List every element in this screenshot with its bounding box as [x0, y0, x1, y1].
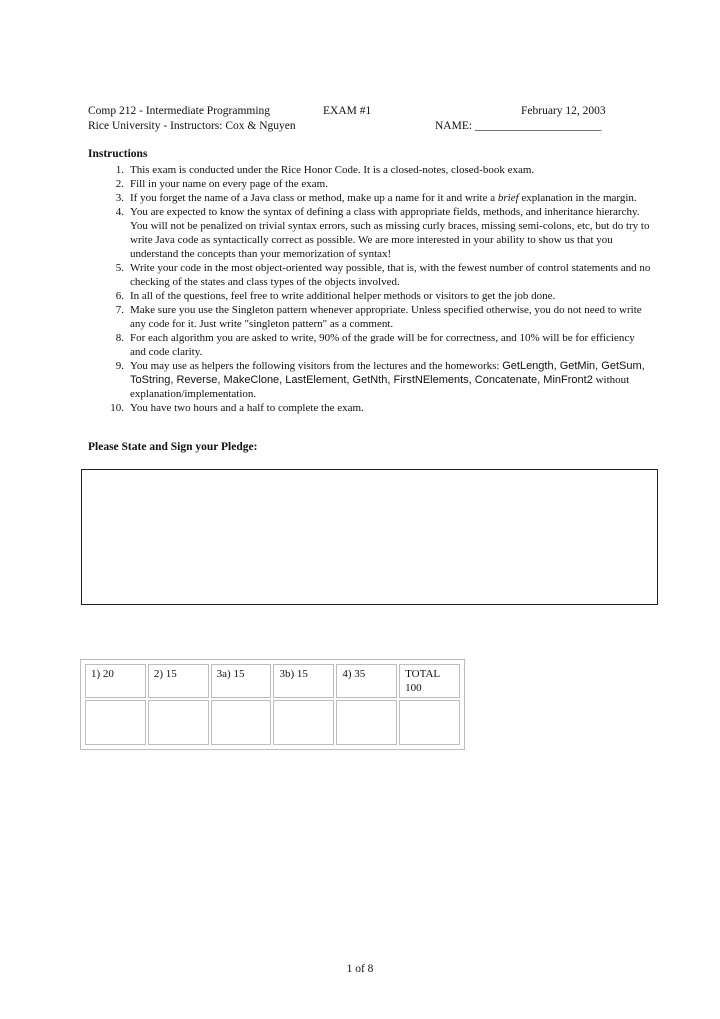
name-field[interactable]: NAME: ______________________ — [435, 120, 602, 132]
instructions-list — [88, 163, 652, 415]
score-header: 4) 35 — [336, 664, 397, 698]
score-cell[interactable] — [148, 700, 209, 745]
score-table — [80, 659, 465, 750]
course-title: Comp 212 - Intermediate Programming — [88, 105, 271, 117]
instruction-item: 6. In all of the questions, feel free to write additional helper methods or visitors to get the job done. — [115, 290, 556, 302]
score-header: 3b) 15 — [273, 664, 334, 698]
instruction-item: 8. For each algorithm you are asked to write, 90% of the grade will be for correctness, and 10% will be for efficiency and code clarity. — [115, 332, 635, 358]
page-number: 1 of 8 — [346, 963, 374, 975]
pledge-box[interactable] — [81, 469, 658, 605]
score-cell[interactable] — [211, 700, 272, 745]
instruction-item: 1. This exam is conducted under the Rice Honor Code. It is a closed-notes, closed-book exam. — [115, 164, 535, 176]
score-cell[interactable] — [85, 700, 146, 745]
visitor-names: GetLength, GetMin, GetSum, ToString, Reverse, MakeClone, LastElement, GetNth, FirstNElements, Concatenate, MinFront2 — [130, 360, 645, 386]
score-header: 1) 20 — [85, 664, 146, 698]
instructions-title: Instructions — [88, 148, 148, 160]
score-header: 2) 15 — [148, 664, 209, 698]
score-cell[interactable] — [336, 700, 397, 745]
exam-number: EXAM #1 — [323, 105, 372, 117]
instruction-item: 9. You may use as helpers the following visitors from the lectures and the homeworks: GetLength, GetMin, GetSum, ToString, Reverse, MakeClone, LastElement, GetNth, FirstNElements, Concatenate, MinFront2 without explanation/implementation. — [115, 360, 645, 400]
score-header: TOTAL 100 — [399, 664, 460, 698]
instruction-item: 7. Make sure you use the Singleton pattern whenever appropriate. Unless specified otherwise, you do not need to write any code for it. Just write "singleton pattern" as a comment. — [115, 304, 642, 330]
exam-date: February 12, 2003 — [521, 105, 606, 117]
instruction-item: 2. Fill in your name on every page of the exam. — [115, 178, 328, 190]
score-header: 3a) 15 — [211, 664, 272, 698]
instruction-item: 5. Write your code in the most object-oriented way possible, that is, with the fewest number of control statements and no checking of the states and class types of the objects involved. — [115, 262, 651, 288]
score-cell[interactable] — [399, 700, 460, 745]
university-line: Rice University - Instructors: Cox & Nguyen — [88, 120, 296, 132]
score-cell[interactable] — [273, 700, 334, 745]
emphasis-brief: brief — [497, 192, 519, 204]
instruction-item: 10. You have two hours and a half to complete the exam. — [110, 402, 364, 414]
instruction-item: 4. You are expected to know the syntax of defining a class with appropriate fields, methods, and inheritance hierarchy. You will not be penalized on trivial syntax errors, such as missing curly braces, missing semi-colons, etc, but do try to write Java code as syntactically correct as possible. We are more interested in your ability to show us that you understand the concepts than your memorization of syntax! — [115, 206, 650, 260]
pledge-label: Please State and Sign your Pledge: — [88, 441, 258, 453]
instruction-item: 3. If you forget the name of a Java class or method, make up a name for it and write a brief explanation in the margin. — [115, 192, 637, 204]
